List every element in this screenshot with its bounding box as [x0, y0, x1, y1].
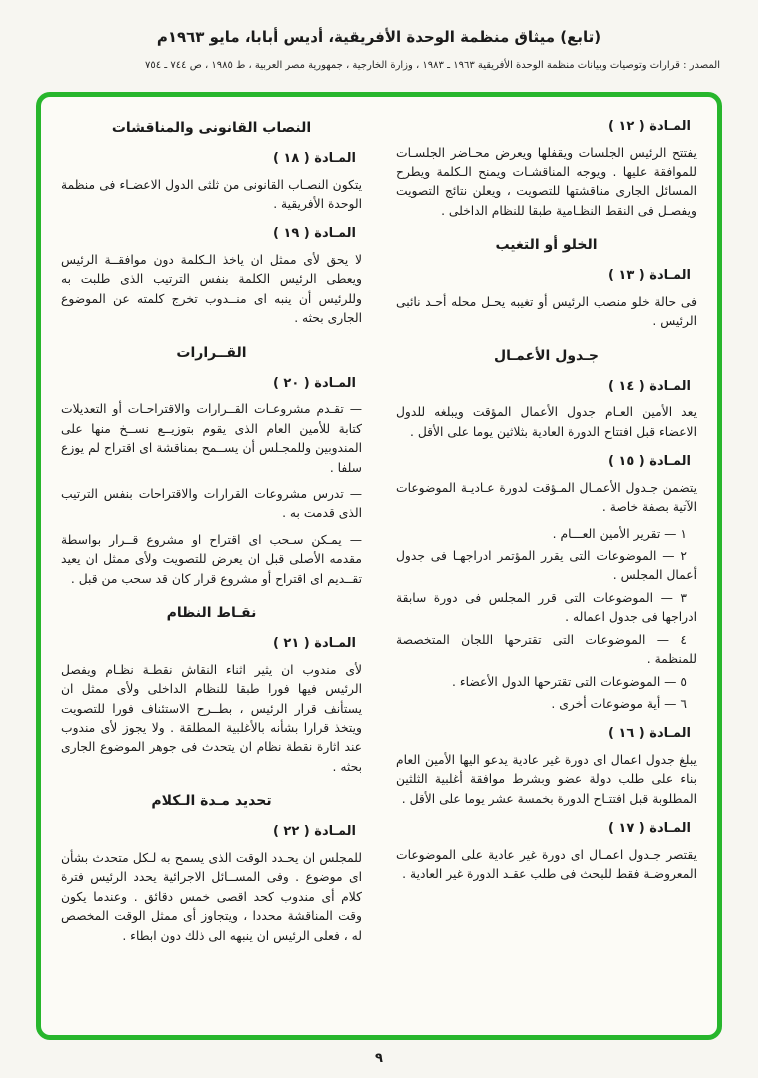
article-heading-21: المـادة ( ٢١ ): [272, 636, 356, 652]
section-heading-quorum-discussions: النصاب القانونى والمناقشات: [111, 120, 312, 136]
article-heading-20: المـادة ( ٢٠ ): [272, 375, 356, 391]
paragraph-article-17: يقتصر جـدول اعمـال اى دورة غير عادية على الموضوعات المعروضـة فقط للبحث فى طلب عقـد الدورة غير العادية .: [396, 847, 697, 882]
article-heading-13: المـادة ( ١٣ ): [607, 268, 691, 284]
list-item-1: ١ — تقرير الأمين العـــام .: [552, 526, 687, 541]
page-title: (تابع) ميثاق منظمة الوحدة الأفريقية، أديس أبابا، مايو ١٩٦٣م: [156, 28, 602, 46]
article-heading-14: المـادة ( ١٤ ): [607, 378, 691, 394]
list-item-3: ٣ — الموضوعات التى قرر المجلس فى دورة سابقة ادراجها فى جدول اعماله .: [396, 590, 697, 625]
section-heading-resolutions: القــرارات: [176, 344, 247, 361]
column-right: [396, 117, 697, 1023]
article-heading-12: المـادة ( ١٢ ): [607, 119, 691, 134]
list-item-5: ٥ — الموضوعات التى تقترحها الدول الأعضاء .: [452, 674, 687, 689]
paragraph-article-19: لا يحق لأى ممثل ان ياخذ الـكلمة دون موافقــة الرئيس ويعطى الرئيس الكلمة بنفس الترتيب الذى طلبت به وللرئيس أن ينبه اى منــدوب تخرج كلمته عن الموضوع الجارى بحثه .: [61, 253, 362, 326]
column-left: [61, 117, 362, 1023]
paragraph-article-13: فى حالة خلو منصب الرئيس أو تغيبه يحـل محله أحـد نائبى الرئيس .: [396, 294, 697, 329]
section-heading-time-limit: تحديد مـدة الـكلام: [151, 793, 272, 810]
section-heading-points-of-order: نقـاط النظام: [166, 605, 257, 622]
paragraph-article-20-a: — تقـدم مشروعـات القــرارات والاقتراحـات أو التعديلات كتابة للأمين العام الذى يقوم بتوزيــع نســخ منها على المندوبين وللمجـلس أن يســمح بمناقشة اى اقتراح لم يوزع سلفا .: [61, 402, 362, 475]
section-heading-agenda: جـدول الأعمـال: [493, 347, 600, 364]
article-heading-17: المـادة ( ١٧ ): [607, 821, 691, 837]
paragraph-article-20-c: — يمـكن سـحب اى اقتراح او مشروع قــرار بواسطة مقدمه الأصلى قبل ان يعرض للتصويت ولأى ممثل ان يعيد تقــديم اى اقتراح أو مشروع قرار كان قد سحب من قبل .: [61, 532, 362, 586]
section-heading-vacancy-absence: الخلو أو التغيب: [495, 237, 598, 254]
paragraph-article-14: يعد الأمين العـام جدول الأعمال المؤقت ويبلغه للدول الاعضاء قبل افتتاح الدورة العادية بثلاثين يوما على الأقل .: [396, 405, 697, 439]
list-item-2: ٢ — الموضوعات التى يقرر المؤتمر ادراجهـا فى جدول أعمال المجلس .: [396, 548, 697, 583]
article-heading-18: المـادة ( ١٨ ): [272, 151, 356, 167]
paragraph-article-21: لأى مندوب ان يثير اثناء النقاش نقطـة نظـام ويفصل الرئيس فيها فورا طبقا للنظام الداخلى ولأى ممثل ان يستأنف قرار الرئيس ، بطــرح الاستئناف فورا للتصويت ويتخذ قرارا بشأنه بالأغلبية المطلقة . ولا يجوز لأى مندوب عند اثارة نقطة نظام ان يتحدث فى جوهر الموضوع الجارى بحثه .: [61, 662, 362, 774]
paragraph-article-20-b: — تدرس مشروعات القرارات والاقتراحات بنفس الترتيب الذى قدمت به .: [61, 487, 362, 521]
green-border-frame: [36, 92, 722, 1040]
article-heading-22: المـادة ( ٢٢ ): [272, 824, 356, 840]
page-number: ٩: [375, 1051, 383, 1066]
list-item-4: ٤ — الموضوعات التى تقترحها اللجان المتخصصة للمنظمة .: [396, 632, 697, 667]
two-column-layout: [61, 117, 697, 1023]
article-heading-19: المـادة ( ١٩ ): [272, 226, 356, 242]
paragraph-article-22: للمجلس ان يحـدد الوقت الذى يسمح به لـكل متحدث بشأن اى موضوع . وفى المســائل الاجرائية يحدد الرئيس فترة كلام أى مندوب كحد اقصى خمس دقائق . وعندما يكون وقت المناقشة محددا ، ويتجاوز أى ممثل الوقت المخصص له ، فعلى الرئيس ان ينبهه الى ذلك دون ابطاء .: [61, 850, 362, 943]
article-heading-16: المـادة ( ١٦ ): [607, 726, 691, 742]
article-heading-15: المـادة ( ١٥ ): [607, 454, 691, 470]
paragraph-article-15: يتضمن جـدول الأعمـال المـؤقت لدورة عـاديـة الموضوعات الآتية بصفة خاصة .: [396, 480, 697, 515]
list-item-6: ٦ — أية موضوعات أخرى .: [551, 696, 687, 711]
paragraph-article-12: يفتتح الرئيس الجلسات ويقفلها ويعرض محـاضر الجلسـات للموافقة عليها . ويوجه المناقشـات ويمنح الـكلمة ويطرح المسائل الجارى مناقشتها للتصويت ، ويعلن نتائج التصويت ويفصـل فى النقط النظـامية طبقا للنظام الداخلى .: [396, 145, 697, 218]
source-line: المصدر : قرارات وتوصيات وبيانات منظمة الوحدة الأفريقية ١٩٦٣ ـ ١٩٨٣ ، وزارة الخارجية ، جمهورية مصر العربية ، ط ١٩٨٥ ، ص ٧٤٤ ـ ٧٥٤: [145, 59, 720, 71]
paragraph-article-16: يبلغ جدول اعمال اى دورة غير عادية يدعو اليها الأمين العام بناء على طلب دولة عضو وبشرط موافقة أغلبية الثلثين المطلوبة قبل افتتـاح الدورة بخمسة عشر يوما على الأقل .: [396, 752, 697, 806]
paragraph-article-18: يتكون النصـاب القانونى من ثلثى الدول الاعضـاء فى منظمة الوحدة الأفريقية .: [61, 177, 362, 212]
